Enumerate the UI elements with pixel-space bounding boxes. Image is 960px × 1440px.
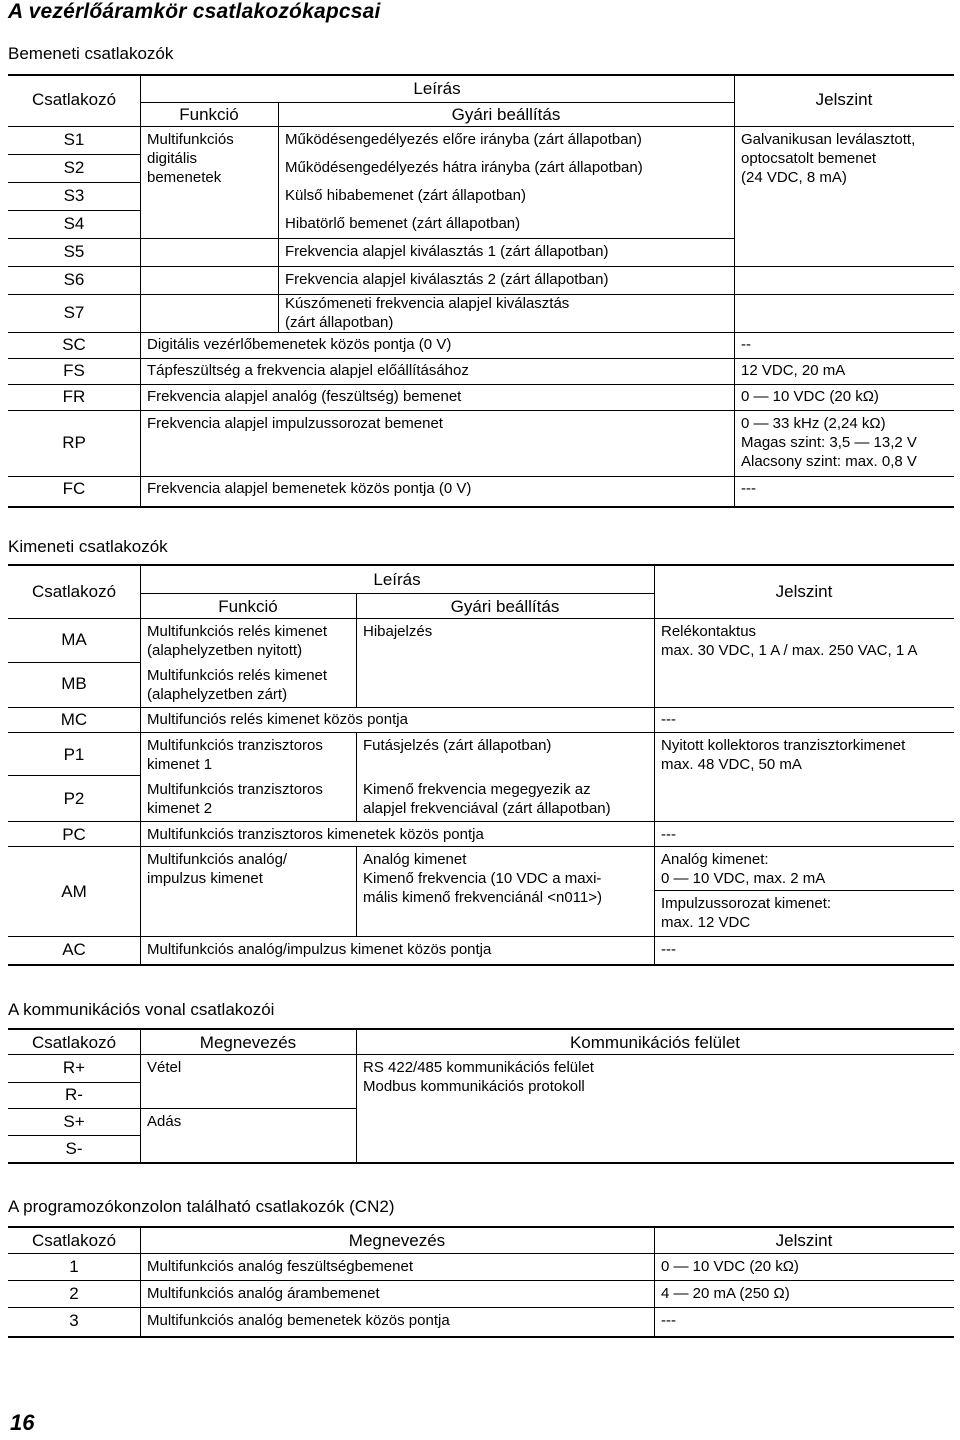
terminal-r-plus: R+ xyxy=(62,1058,86,1077)
signal-pc: --- xyxy=(661,826,676,843)
name-cn2-2: Multifunkciós analóg árambemenet xyxy=(147,1285,380,1302)
signal-am-analog: Analóg kimenet: 0 — 10 VDC, max. 2 mA xyxy=(661,851,826,887)
function-group-digital: Multifunkciós digitális bemenetek xyxy=(147,131,234,186)
terminal-mb: MB xyxy=(61,674,87,693)
description-fc: Frekvencia alapjel bemenetek közös pontja (0 V) xyxy=(147,480,472,497)
description-fs: Tápfeszültség a frekvencia alapjel előállításához xyxy=(147,362,469,379)
terminal-s-minus: S- xyxy=(65,1139,83,1158)
input-terminals-table xyxy=(8,74,954,508)
function-am: Multifunkciós analóg/ impulzus kimenet xyxy=(147,851,288,887)
function-p1: Multifunkciós tranzisztoros kimenet 1 xyxy=(147,737,323,773)
terminal-ac: AC xyxy=(62,940,86,959)
out-header-function: Funkció xyxy=(218,597,278,616)
input-section-title: Bemeneti csatlakozók xyxy=(8,44,174,63)
header-function: Funkció xyxy=(179,105,239,124)
comm-header-terminal: Csatlakozó xyxy=(31,1033,117,1052)
header-terminal: Csatlakozó xyxy=(31,90,117,109)
output-section-title: Kimeneti csatlakozók xyxy=(8,537,168,556)
terminal-s7: S7 xyxy=(63,303,85,322)
default-am: Analóg kimenet Kimenő frekvencia (10 VDC a maxi- mális kimenő frekvenciánál <n011>) xyxy=(363,851,603,906)
comm-header-interface: Kommunikációs felület xyxy=(569,1033,741,1052)
comm-interface-text: RS 422/485 kommunikációs felület Modbus kommunikációs protokoll xyxy=(363,1059,594,1095)
function-ma: Multifunkciós relés kimenet (alaphelyzetben nyitott) xyxy=(147,623,328,659)
description-s4: Hibatörlő bemenet (zárt állapotban) xyxy=(285,215,521,232)
signal-fr: 0 — 10 VDC (20 kΩ) xyxy=(741,388,879,405)
terminal-s3: S3 xyxy=(63,186,85,205)
terminal-s1: S1 xyxy=(63,130,85,149)
signal-cn2-2: 4 — 20 mA (250 Ω) xyxy=(661,1285,790,1302)
default-p2: Kimenő frekvencia megegyezik az alapjel frekvenciával (zárt állapotban) xyxy=(363,781,611,817)
terminal-s2: S2 xyxy=(63,158,85,177)
terminal-cn2-3: 3 xyxy=(69,1311,79,1330)
signal-group-optocoupler: Galvanikusan leválasztott, optocsatolt bemenet (24 VDC, 8 mA) xyxy=(741,131,916,186)
terminal-fs: FS xyxy=(63,361,85,380)
name-cn2-3: Multifunkciós analóg bemenetek közös pontja xyxy=(147,1312,450,1329)
out-header-signal: Jelszint xyxy=(775,582,833,601)
function-pc: Multifunkciós tranzisztoros kimenetek közös pontja xyxy=(147,826,484,843)
default-ma: Hibajelzés xyxy=(363,623,433,640)
cn2-section-title: A programozókonzolon található csatlakozók (CN2) xyxy=(8,1197,395,1216)
page-title: A vezérlőáramkör csatlakozókapcsai xyxy=(8,0,381,23)
terminal-mc: MC xyxy=(60,710,88,729)
out-header-description: Leírás xyxy=(373,570,421,589)
output-terminals-table xyxy=(8,564,954,966)
signal-cn2-1: 0 — 10 VDC (20 kΩ) xyxy=(661,1258,799,1275)
terminal-s4: S4 xyxy=(63,214,85,233)
signal-p1: Nyitott kollektoros tranzisztorkimenet max. 48 VDC, 50 mA xyxy=(661,737,906,773)
name-r-plus: Vétel xyxy=(147,1059,182,1076)
name-cn2-1: Multifunkciós analóg feszültségbemenet xyxy=(147,1258,413,1275)
default-p1: Futásjelzés (zárt állapotban) xyxy=(363,737,552,754)
signal-ac: --- xyxy=(661,941,676,958)
description-s1: Működésengedélyezés előre irányba (zárt állapotban) xyxy=(285,131,642,148)
function-ac: Multifunkciós analóg/impulzus kimenet közös pontja xyxy=(147,941,492,958)
cn2-header-signal: Jelszint xyxy=(775,1231,833,1250)
terminal-s6: S6 xyxy=(63,270,85,289)
signal-am-pulse: Impulzussorozat kimenet: max. 12 VDC xyxy=(661,895,832,931)
comm-terminals-table xyxy=(8,1028,954,1164)
terminal-s-plus: S+ xyxy=(63,1112,85,1131)
description-s6: Frekvencia alapjel kiválasztás 2 (zárt állapotban) xyxy=(285,271,609,288)
cn2-header-name: Megnevezés xyxy=(348,1231,446,1250)
signal-rp: 0 — 33 kHz (2,24 kΩ) Magas szint: 3,5 — 13,2 V Alacsony szint: max. 0,8 V xyxy=(741,415,917,470)
function-mc: Multifunciós relés kimenet közös pontja xyxy=(147,711,408,728)
header-description: Leírás xyxy=(413,79,461,98)
terminal-ma: MA xyxy=(61,630,87,649)
out-header-terminal: Csatlakozó xyxy=(31,582,117,601)
terminal-fc: FC xyxy=(62,479,86,498)
comm-section-title: A kommunikációs vonal csatlakozói xyxy=(8,1000,275,1019)
terminal-fr: FR xyxy=(62,387,86,406)
function-p2: Multifunkciós tranzisztoros kimenet 2 xyxy=(147,781,323,817)
description-fr: Frekvencia alapjel analóg (feszültség) bemenet xyxy=(147,388,462,405)
terminal-s5: S5 xyxy=(63,242,85,261)
signal-sc: -- xyxy=(741,336,751,353)
cn2-header-terminal: Csatlakozó xyxy=(31,1231,117,1250)
terminal-cn2-2: 2 xyxy=(69,1284,79,1303)
signal-mc: --- xyxy=(661,711,676,728)
description-s2: Működésengedélyezés hátra irányba (zárt állapotban) xyxy=(285,159,643,176)
description-s5: Frekvencia alapjel kiválasztás 1 (zárt állapotban) xyxy=(285,243,609,260)
terminal-cn2-1: 1 xyxy=(69,1257,79,1276)
signal-fs: 12 VDC, 20 mA xyxy=(741,362,846,379)
terminal-pc: PC xyxy=(62,825,86,844)
name-s-plus: Adás xyxy=(147,1113,182,1130)
header-signal: Jelszint xyxy=(815,90,873,109)
page-number: 16 xyxy=(10,1410,35,1435)
description-s7: Kúszómeneti frekvencia alapjel kiválasztás (zárt állapotban) xyxy=(285,295,570,331)
comm-header-name: Megnevezés xyxy=(199,1033,297,1052)
terminal-p2: P2 xyxy=(63,789,85,808)
terminal-rp: RP xyxy=(62,433,86,452)
function-mb: Multifunkciós relés kimenet (alaphelyzetben zárt) xyxy=(147,667,328,703)
signal-ma: Relékontaktus max. 30 VDC, 1 A / max. 250 VAC, 1 A xyxy=(661,623,918,659)
header-default: Gyári beállítás xyxy=(451,105,561,124)
description-rp: Frekvencia alapjel impulzussorozat bemenet xyxy=(147,415,443,432)
out-header-default: Gyári beállítás xyxy=(450,597,560,616)
signal-fc: --- xyxy=(741,480,756,497)
description-s3: Külső hibabemenet (zárt állapotban) xyxy=(285,187,526,204)
description-sc: Digitális vezérlőbemenetek közös pontja (0 V) xyxy=(147,336,452,353)
signal-cn2-3: --- xyxy=(661,1312,676,1329)
terminal-am: AM xyxy=(61,882,87,901)
cn2-terminals-table xyxy=(8,1226,954,1338)
terminal-p1: P1 xyxy=(63,745,85,764)
terminal-sc: SC xyxy=(62,335,86,354)
terminal-r-minus: R- xyxy=(65,1085,83,1104)
